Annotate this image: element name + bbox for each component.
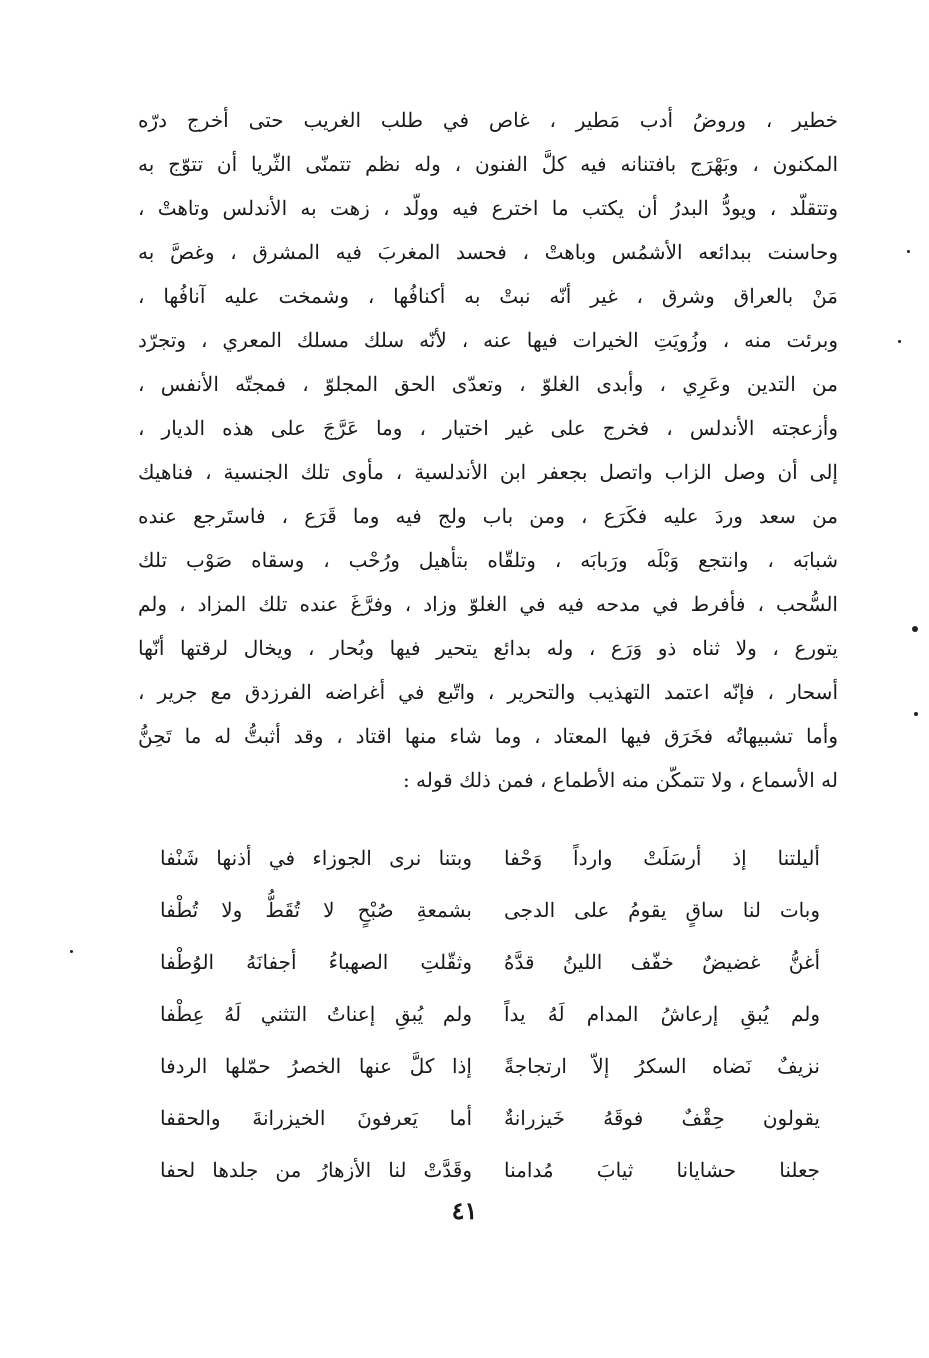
- verse-line: [160, 988, 820, 1040]
- prose-line: وحاسنت ببدائعه الأشمُس وباهتْ ، فحسد المغربَ فيه المشرق ، وغصَّ به: [138, 240, 838, 264]
- verse-line: [160, 936, 820, 988]
- verse-second-hemistich: وقَدَّتْ لنا الأزهارُ من جلدها لحفا: [160, 1158, 472, 1182]
- prose-line: إلى أن وصل الزاب واتصل بجعفر ابن الأندلسية ، مأوى تلك الجنسية ، فناهيك: [138, 460, 838, 484]
- verse-second-hemistich: ولم يُبقِ إعناتُ التثني لَهُ عِطْفا: [160, 1002, 472, 1026]
- prose-line: مَنْ بالعراق وشرق ، غير أنّه نبتْ به أكنافُها ، وشمخت عليه آنافُها ،: [138, 284, 838, 308]
- verse-second-hemistich: وثقّلتِ الصهباءُ أجفانَهُ الوُطْفا: [160, 950, 472, 974]
- prose-line: وأما تشبيهاتُه فخَرَق فيها المعتاد ، وما شاء منها اقتاد ، وقد أثبتُّ له ما تَحِنُّ: [138, 724, 838, 748]
- poem: [160, 832, 820, 1196]
- verse-second-hemistich: أما يَعرفونَ الخيزرانةَ والحقفا: [160, 1106, 472, 1130]
- verse-first-hemistich: أليلتنا إذ أرسَلَتْ وارداً وَحْفا: [504, 846, 820, 870]
- verse-first-hemistich: نزيفٌ نَضاه السكرُ إلاّ ارتجاجةً: [504, 1054, 820, 1078]
- verse-first-hemistich: يقولون حِقْفٌ فوقَهُ خَيزرانةٌ: [504, 1106, 820, 1130]
- prose-line: وأزعجته الأندلس ، فخرج على غير اختيار ، وما عَرَّجَ على هذه الديار ،: [138, 416, 838, 440]
- prose-line: من التدين وعَرِي ، وأبدى الغلوّ ، وتعدّى الحق المجلوّ ، فمجتّه الأنفس ،: [138, 372, 838, 396]
- prose-line: السُّحب ، فأفرط في مدحه فيه في الغلوّ وزاد ، وفرَّغَ عنده تلك المزاد ، ولم: [138, 592, 838, 616]
- prose-line: وبرئت منه ، وزُويَتِ الخيرات فيها عنه ، لأنّه سلك مسلك المعري ، وتجرّد: [138, 328, 838, 352]
- scan-speck: [898, 340, 901, 343]
- verse-first-hemistich: ولم يُبقِ إرعاشُ المدام لَهُ يداً: [504, 1002, 820, 1026]
- verse-first-hemistich: جعلنا حشايانا ثيابَ مُدامنا: [504, 1158, 820, 1182]
- verse-line: [160, 1040, 820, 1092]
- prose-line: شبابَه ، وانتجع وَبْلَه ورَبابَه ، وتلقّاه بتأهيل ورُحْب ، وسقاه صَوْب تلك: [138, 548, 838, 572]
- verse-line: [160, 832, 820, 884]
- prose-line: المكنون ، وبَهْرَج بافتنانه فيه كلَّ الفنون ، وله نظم تتمنّى الثّريا أن تتوّج به: [138, 152, 838, 176]
- prose-line: وتتقلّد ، ويودُّ البدرُ أن يكتب ما اخترع فيه وولّد ، زهت به الأندلس وتاهتْ ،: [138, 196, 838, 220]
- verse-second-hemistich: إذا كلَّ عنها الخصرُ حمّلها الردفا: [160, 1054, 472, 1078]
- page-number: ٤١: [451, 1196, 478, 1225]
- scan-speck: [907, 250, 910, 253]
- scan-speck: [912, 626, 918, 632]
- verse-first-hemistich: وبات لنا ساقٍ يقومُ على الدجى: [504, 898, 820, 922]
- scan-speck: [70, 950, 73, 953]
- prose-paragraph: [138, 98, 838, 802]
- prose-line: أسحار ، فإنّه اعتمد التهذيب والتحرير ، واتّبع في أغراضه الفرزدق مع جرير ،: [138, 680, 838, 704]
- scan-speck: [914, 712, 918, 716]
- verse-line: [160, 1144, 820, 1196]
- verse-first-hemistich: أغنُّ غضيضٌ خفّف اللينُ قدَّهُ: [504, 950, 820, 974]
- prose-line: له الأسماع ، ولا تتمكّن منه الأطماع ، فمن ذلك قوله :: [402, 768, 838, 792]
- prose-line: خطير ، وروضُ أدب مَطير ، غاص في طلب الغريب حتى أخرج درّه: [138, 108, 838, 132]
- verse-second-hemistich: وبتنا نرى الجوزاء في أذنها شَنْفا: [160, 846, 472, 870]
- verse-line: [160, 884, 820, 936]
- prose-line: من سعد وردَ عليه فكَرَع ، ومن باب ولج فيه وما قَرَع ، فاستَرجع عنده: [138, 504, 838, 528]
- verse-line: [160, 1092, 820, 1144]
- verse-second-hemistich: بشمعةِ صُبْحٍ لا تُقَطُّ ولا تُطْفا: [160, 898, 472, 922]
- prose-line: يتورع ، ولا ثناه ذو وَرَع ، وله بدائع يتحير فيها وبُحار ، ويخال لرقتها أنّها: [138, 636, 838, 660]
